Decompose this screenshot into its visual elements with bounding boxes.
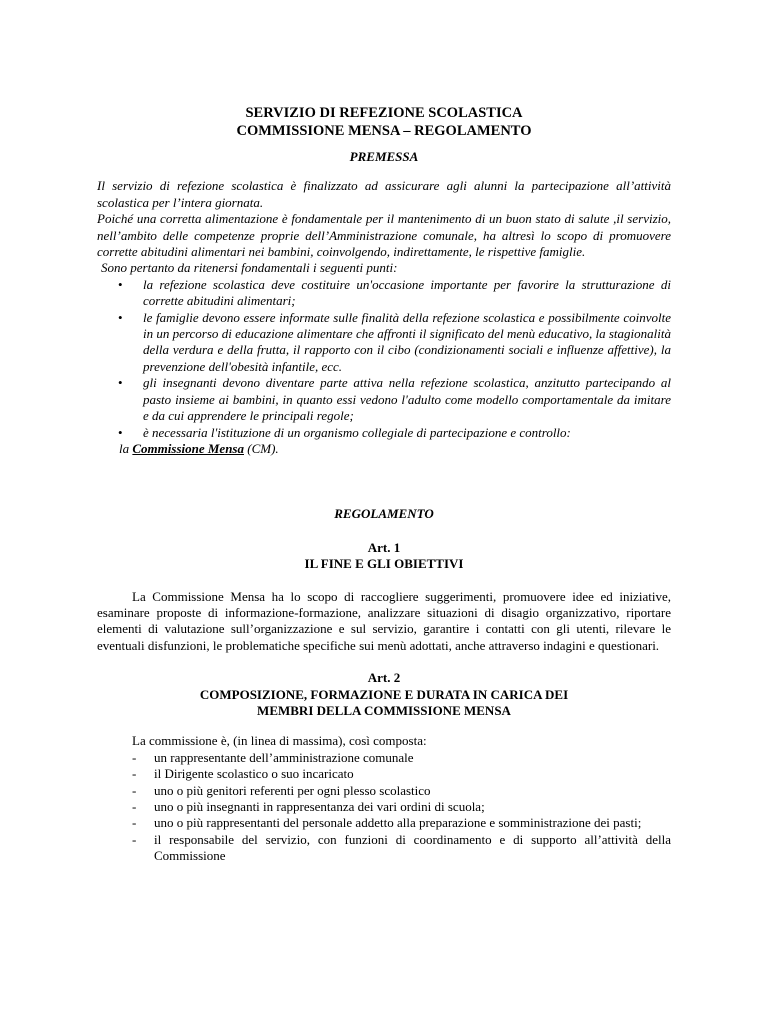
bullet-marker: • bbox=[118, 424, 123, 440]
list-item-text: uno o più insegnanti in rappresentanza dei vari ordini di scuola; bbox=[154, 799, 485, 814]
dash-marker: - bbox=[132, 782, 137, 798]
list-item bbox=[97, 750, 671, 766]
bullet-text: è necessaria l'istituzione di un organismo collegiale di partecipazione e controllo: bbox=[143, 424, 571, 440]
art1-title: IL FINE E GLI OBIETTIVI bbox=[304, 556, 464, 572]
cm-suffix: (CM). bbox=[247, 440, 279, 456]
title-line-1: SERVIZIO DI REFEZIONE SCOLASTICA bbox=[245, 105, 523, 121]
bullet-marker: • bbox=[118, 276, 123, 292]
bullet-item bbox=[97, 310, 671, 376]
bullet-marker: • bbox=[118, 375, 123, 391]
bullet-text: le famiglie devono essere informate sulle finalità della refezione scolastica e possibilmente coinvolte in un percorso di educazione alimentare che affronti il significato del menù educativo, la stagionalità della verdura e della frutta, il rapporto con il cibo (condizionamenti sociali e influenze affettive), la prevenzione dell'obesità infantile, ecc. bbox=[143, 309, 671, 374]
list-item bbox=[97, 766, 671, 782]
bullet-item bbox=[97, 425, 671, 441]
premessa-paragraph-2: Poiché una corretta alimentazione è fondamentale per il mantenimento di un buon stato di salute ,il servizio, nell’ambito delle competenze proprie dell’Amministrazione comunale, ha altresì lo scopo di promuovere corrette abitudini alimentari nei bambini, coinvolgendo, indirettamente, le rispettive famiglie. bbox=[97, 211, 671, 260]
commissione-mensa-line bbox=[97, 441, 671, 457]
dash-marker: - bbox=[132, 831, 137, 847]
list-item-text: il responsabile del servizio, con funzioni di coordinamento e di supporto all’attività della Commissione bbox=[154, 831, 671, 864]
dash-marker: - bbox=[132, 815, 137, 831]
premessa-paragraph-1: Il servizio di refezione scolastica è finalizzato ad assicurare agli alunni la partecipazione all’attività scolastica per l’intera giornata. bbox=[97, 178, 671, 210]
bullet-item bbox=[97, 375, 671, 424]
dash-marker: - bbox=[132, 799, 137, 814]
bullet-text: gli insegnanti devono diventare parte attiva nella refezione scolastica, anzitutto partecipando al pasto insieme ai bambini, in quanto essi vedono l'adulto come modello comportamentale da imitare e da cui apprendere le principali regole; bbox=[143, 375, 671, 424]
dash-marker: - bbox=[132, 766, 137, 782]
list-item-text: uno o più genitori referenti per ogni plesso scolastico bbox=[154, 782, 431, 798]
bullet-text: la refezione scolastica deve costituire un'occasione importante per favorire la strutturazione di corrette abitudini alimentari; bbox=[143, 276, 671, 309]
premessa-paragraph-3: Sono pertanto da ritenersi fondamentali i seguenti punti: bbox=[101, 260, 398, 276]
art2-title-line-2: MEMBRI DELLA COMMISSIONE MENSA bbox=[257, 702, 511, 718]
list-item bbox=[97, 832, 671, 865]
art2-intro: La commissione è, (in linea di massima), così composta: bbox=[132, 733, 427, 749]
bullet-marker: • bbox=[118, 309, 123, 325]
list-item bbox=[97, 783, 671, 799]
list-item-text: il Dirigente scolastico o suo incaricato bbox=[154, 766, 354, 782]
list-item bbox=[97, 799, 671, 815]
document-title bbox=[97, 104, 671, 140]
art1-paragraph: La Commissione Mensa ha lo scopo di raccogliere suggerimenti, promuovere idee ed iniziative, esaminare proposte di informazione-formazione, analizzare situazioni di disagio organizzativo, riportare elementi di valutazione sull’organizzazione e sul servizio, garantire i contatti con gli utenti, rilevare le eventuali disfunzioni, le problematiche specifiche sui menù adottati, anche attraverso indagini e questionari. bbox=[97, 588, 671, 653]
dash-marker: - bbox=[132, 749, 137, 765]
list-item-text: uno o più rappresentanti del personale addetto alla preparazione e somministrazione dei pasti; bbox=[154, 815, 642, 831]
art2-member-list bbox=[97, 750, 671, 865]
list-item bbox=[97, 815, 671, 831]
title-line-2: COMMISSIONE MENSA – REGOLAMENTO bbox=[236, 123, 532, 139]
list-item-text: un rappresentante dell’amministrazione comunale bbox=[154, 749, 414, 765]
art2-title-line-1: COMPOSIZIONE, FORMAZIONE E DURATA IN CARICA DEI bbox=[199, 686, 569, 702]
premessa-heading: PREMESSA bbox=[349, 149, 419, 164]
cm-prefix: la bbox=[119, 440, 130, 456]
art1-number: Art. 1 bbox=[367, 539, 401, 555]
art2-number: Art. 2 bbox=[367, 670, 401, 686]
regolamento-heading: REGOLAMENTO bbox=[334, 506, 434, 522]
premessa-bullet-list bbox=[97, 277, 671, 441]
cm-name: Commissione Mensa bbox=[132, 440, 244, 456]
bullet-item bbox=[97, 277, 671, 310]
document-body bbox=[97, 104, 671, 865]
